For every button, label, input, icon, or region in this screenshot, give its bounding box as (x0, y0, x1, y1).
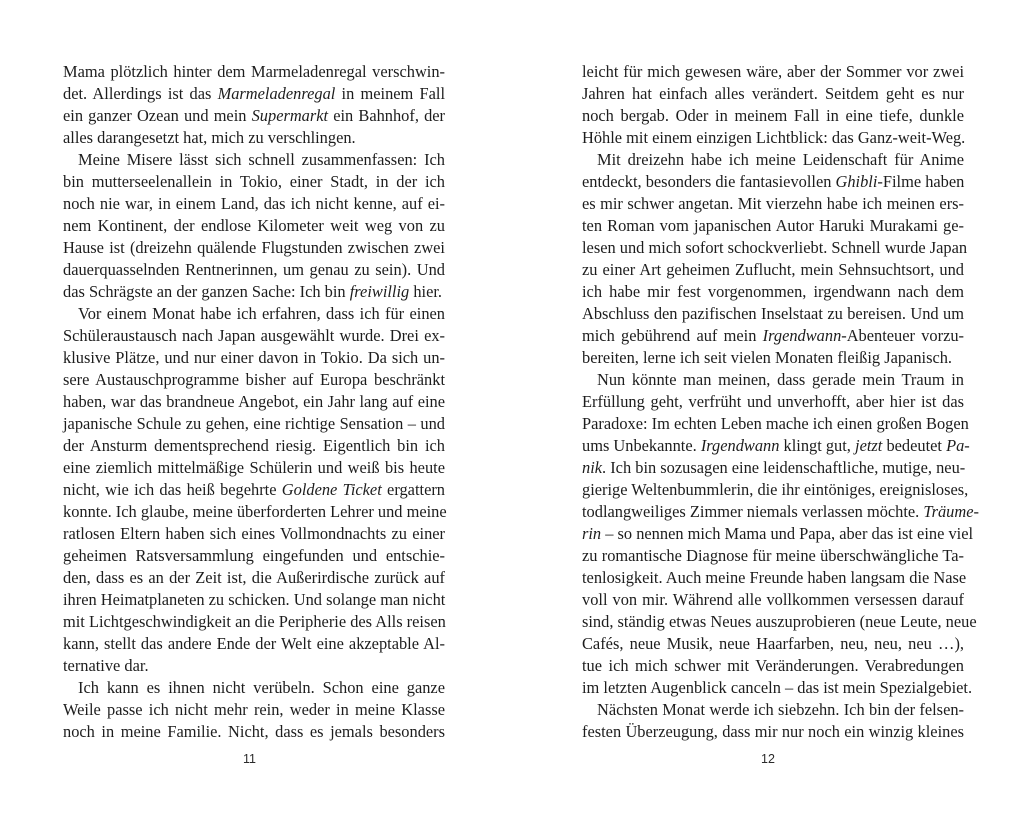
text-line: Hause ist (dreizehn quälende Flugstunden zwischen zwei (63, 238, 445, 257)
text-line: tenlosigkeit. Auch meine Freunde haben langsam die Nase (582, 568, 967, 587)
left-page-text (63, 61, 445, 743)
text-line: noch in meine Familie. Nicht, dass es jemals besonders (63, 722, 445, 741)
text-line: Schüleraustausch nach Japan ausgewählt wurde. Drei ex- (63, 326, 445, 345)
page-number-left: 11 (243, 752, 256, 766)
text-line: noch nie war, in einem Land, das ich nicht kenne, auf ei- (63, 194, 445, 213)
text-line: ich habe mir fest vorgenommen, irgendwann nach dem (582, 282, 964, 301)
text-line: det. Allerdings ist das Marmeladenregal in meinem Fall (63, 84, 445, 103)
text-line: Nächsten Monat werde ich siebzehn. Ich bin der felsen- (597, 700, 964, 719)
text-line: tue ich mich schwer mit Veränderungen. Verabredungen (582, 656, 964, 675)
text-line: der Ansturm dementsprechend riesig. Eigentlich bin ich (63, 436, 445, 455)
text-line: japanische Schule zu gehen, eine richtige Sensation – und (63, 414, 445, 433)
text-line: dauerquasselnden Rentnerinnen, um genau zu sein). Und (63, 260, 445, 279)
text-line: bin mutterseelenallein in Tokio, einer Stadt, in der ich (63, 172, 445, 191)
text-line: das Schrägste an der ganzen Sache: Ich bin freiwillig hier. (63, 282, 443, 301)
text-line: Abschluss den pazifischen Inselstaat zu bereisen. Und um (582, 304, 964, 323)
text-line: den, dass es an der Zeit ist, die Außerirdische zurück auf (63, 568, 445, 587)
text-line: entdeckt, besonders die fantasievollen Ghibli-Filme haben (582, 172, 965, 191)
text-line: ratlosen Eltern haben sich eines Vollmondnachts zu einer (63, 524, 445, 543)
text-line: voll von mir. Während alle vollkommen versessen darauf (582, 590, 964, 609)
text-line: Mit dreizehn habe ich meine Leidenschaft für Anime (597, 150, 964, 169)
text-line: eine ziemlich mittelmäßige Schülerin und weiß bis heute (63, 458, 445, 477)
page-number-right: 12 (761, 752, 775, 766)
text-line: festen Überzeugung, dass mir nur noch ein winzig kleines (582, 722, 964, 741)
text-line: Paradoxe: Im echten Leben mache ich einen großen Bogen (582, 414, 969, 433)
text-line: nik. Ich bin sozusagen eine leidenschaftliche, mutige, neu- (582, 458, 966, 477)
text-line: Mama plötzlich hinter dem Marmeladenregal verschwin- (63, 62, 445, 81)
text-line: ums Unbekannte. Irgendwann klingt gut, jetzt bedeutet Pa- (582, 436, 970, 455)
text-line: nem Kontinent, der endlose Kilometer weit weg von zu (63, 216, 445, 235)
text-line: leicht für mich gewesen wäre, aber der Sommer vor zwei (582, 62, 964, 81)
text-line: es mir schwer angetan. Mit vierzehn habe ich meinen ers- (582, 194, 964, 213)
text-line: konnte. Ich glaube, meine überforderten Lehrer und meine (63, 502, 447, 521)
text-line: ten Roman vom japanischen Autor Haruki Murakami ge- (582, 216, 964, 235)
text-line: Meine Misere lässt sich schnell zusammenfassen: Ich (78, 150, 445, 169)
text-line: nicht, wie ich das heiß begehrte Goldene Ticket ergattern (63, 480, 445, 499)
text-line: Vor einem Monat habe ich erfahren, dass ich für einen (78, 304, 445, 323)
text-line: lesen und mich sofort schockverliebt. Schnell wurde Japan (582, 238, 968, 257)
text-line: Nun könnte man meinen, dass gerade mein Traum in (597, 370, 964, 389)
text-line: ein ganzer Ozean und mein Supermarkt ein Bahnhof, der (63, 106, 446, 125)
text-line: haben, war das brandneue Angebot, ein Jahr lang auf eine (63, 392, 445, 411)
text-line: Weile passe ich nicht mehr rein, weder in meine Klasse (63, 700, 445, 719)
text-line: Höhle mit einem einzigen Lichtblick: das Ganz-weit-Weg. (582, 128, 966, 147)
text-line: Cafés, neue Musik, neue Haarfarben, neu, neu, neu …), (582, 634, 964, 653)
text-line: Ich kann es ihnen nicht verübeln. Schon eine ganze (78, 678, 445, 697)
text-line: mich gebührend auf mein Irgendwann-Abenteuer vorzu- (582, 326, 965, 345)
text-line: Jahren hat einfach alles verändert. Seitdem geht es nur (582, 84, 964, 103)
text-line: klusive Plätze, und nur einer davon in Tokio. Da sich un- (63, 348, 445, 367)
text-line: kann, stellt das andere Ende der Welt eine akzeptable Al- (63, 634, 445, 653)
right-page-text (582, 61, 979, 743)
text-line: geheimen Ratsversammlung eingefunden und entschie- (63, 546, 445, 565)
text-line: sere Austauschprogramme bisher auf Europa beschränkt (63, 370, 445, 389)
text-line: bereiten, lerne ich seit vielen Monaten fleißig Japanisch. (582, 348, 953, 367)
text-line: im letzten Augenblick canceln – das ist mein Spezialgebiet. (582, 678, 973, 697)
text-line: noch bergab. Oder in meinem Fall in eine tiefe, dunkle (582, 106, 964, 125)
text-line: sind, ständig etwas Neues auszuprobieren (neue Leute, neue (582, 612, 977, 631)
text-line: zu einer Art geheimen Zuflucht, mein Sehnsuchtsort, und (582, 260, 964, 279)
text-line: alles darangesetzt hat, mich zu verschlingen. (63, 128, 356, 147)
text-line: ihren Heimatplaneten zu schicken. Und solange man nicht (63, 590, 446, 609)
text-line: mit Lichtgeschwindigkeit an die Peripherie des Alls reisen (63, 612, 446, 631)
text-line: gierige Weltenbummlerin, die ihr eintöniges, ereignisloses, (582, 480, 969, 499)
text-line: todlangweiliges Zimmer niemals verlassen möchte. Träume- (582, 502, 979, 521)
text-line: zu romantische Diagnose für meine überschwängliche Ta- (582, 546, 964, 565)
text-line: ternative dar. (63, 656, 149, 675)
text-line: rin – so nennen mich Mama und Papa, aber das ist eine viel (582, 524, 974, 543)
text-line: Erfüllung geht, verfrüht und unverhofft, aber hier ist das (582, 392, 964, 411)
